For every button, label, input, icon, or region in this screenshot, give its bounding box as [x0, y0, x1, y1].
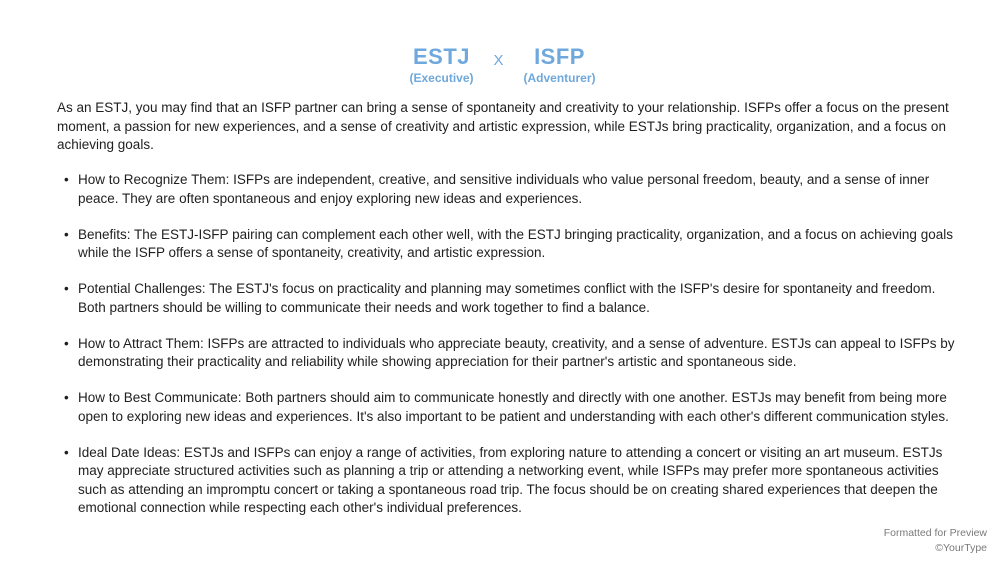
bullet-icon: •: [64, 335, 69, 351]
point-text: How to Best Communicate: Both partners should aim to communicate honestly and directly with one another. ESTJs may benefit from being more open to exploring new ideas and experiences. It's also important to be patient and understanding with each other's different communication styles.: [78, 390, 949, 424]
point-text: Potential Challenges: The ESTJ's focus on practicality and planning may sometimes conflict with the ISFP's desire for spontaneity and freedom. Both partners should be willing to communicate their needs and work together to find a balance.: [78, 281, 936, 315]
footer-note: [884, 526, 987, 556]
left-type-code: ESTJ: [412, 44, 470, 69]
bullet-icon: •: [64, 172, 69, 187]
point-challenges: [57, 280, 957, 317]
compatibility-header: [0, 44, 1005, 85]
point-text: How to Attract Them: ISFPs are attracted to individuals who appreciate beauty, creativity, and a sense of adventure. ESTJs can appeal to ISFPs by demonstrating their practicality and reliability while showing appreciation for their partner's artistic and spontaneous side.: [78, 335, 955, 369]
bullet-icon: •: [64, 390, 69, 405]
point-benefits: [57, 226, 957, 263]
point-text: Ideal Date Ideas: ESTJs and ISFPs can enjoy a range of activities, from exploring nature to attending a concert or visiting an art museum. ESTJs may appreciate structured activities such as planning a trip or attending a networking event, while ISFPs may prefer more spontaneous activities such as attending an impromptu concert or taking a spontaneous road trip. The focus should be on creating shared experiences that deepen the emotional connection while respecting each other's individual preferences.: [78, 444, 943, 515]
bullet-icon: •: [64, 444, 69, 460]
pairing-separator: X: [493, 52, 504, 69]
footer-format-note: Formatted for Preview: [883, 527, 987, 539]
point-text: How to Recognize Them: ISFPs are independent, creative, and sensitive individuals who value personal freedom, beauty, and a sense of inner peace. They are often spontaneous and enjoy exploring new ideas and experiences.: [78, 172, 930, 206]
right-type-role: (Adventurer): [523, 71, 596, 85]
point-date-ideas: [57, 444, 957, 518]
footer-copyright: ©YourType: [935, 542, 987, 554]
bullet-icon: •: [64, 226, 69, 242]
intro-paragraph: As an ESTJ, you may find that an ISFP partner can bring a sense of spontaneity and creativity to your relationship. ISFPs offer a focus on the present moment, a passion for new experiences, and a sense of creativity and artistic expression, while ESTJs bring practicality, organization, and a focus on achieving goals.: [57, 100, 949, 152]
point-recognize: [57, 171, 957, 208]
point-communicate: [57, 389, 957, 426]
left-type-block: [409, 44, 473, 85]
left-type-role: (Executive): [409, 71, 474, 85]
right-type-code: ISFP: [534, 44, 585, 69]
bullet-icon: •: [64, 281, 69, 296]
compatibility-points-list: [57, 171, 957, 535]
right-type-block: [524, 44, 596, 85]
point-text: Benefits: The ESTJ-ISFP pairing can complement each other well, with the ESTJ bringing practicality, organization, and a focus on achieving goals while the ISFP offers a sense of spontaneity, creativity, and artistic expression.: [78, 226, 953, 260]
point-attract: [57, 335, 957, 372]
